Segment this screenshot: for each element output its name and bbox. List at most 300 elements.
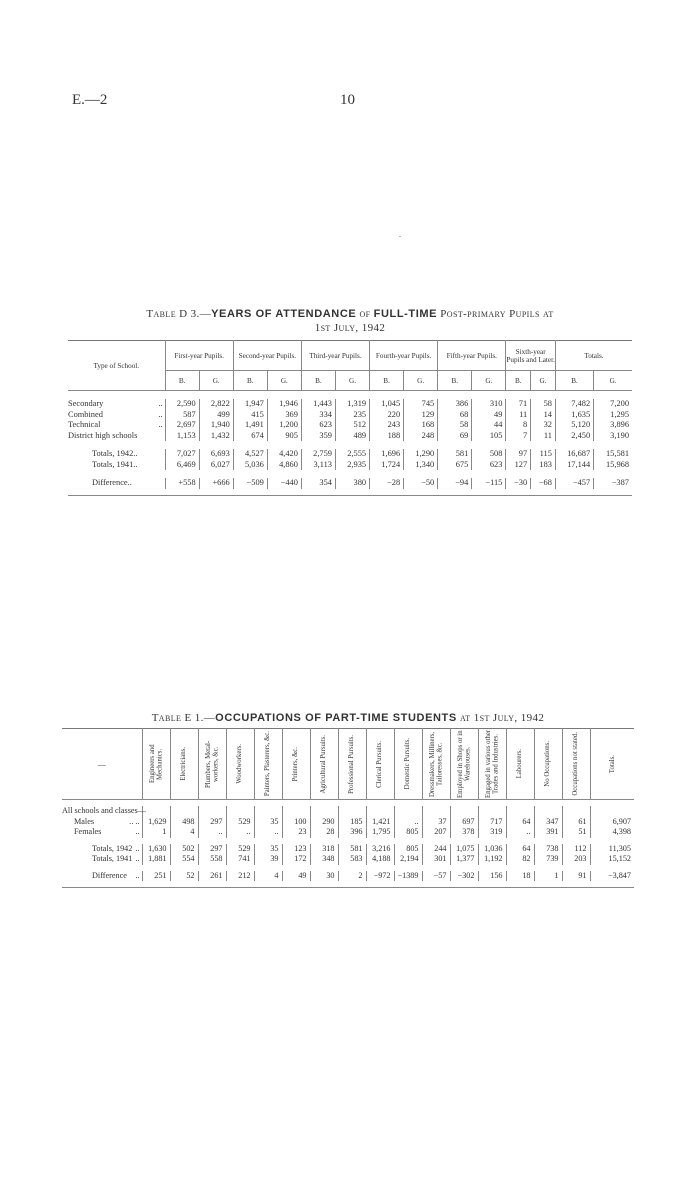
table-cell: −302 [450, 871, 478, 882]
column-header-text: Domestic Pursuits. [404, 738, 412, 790]
column-header [590, 729, 634, 800]
table-d3-title-prefix: Table D 3.— [146, 308, 212, 320]
column-header [450, 729, 478, 800]
table-cell: 697 [450, 817, 478, 828]
table-cell: 498 [170, 817, 198, 828]
row-label-text: Males [74, 816, 95, 826]
row-label [68, 478, 165, 489]
table-cell: 739 [534, 854, 562, 865]
column-header-text: Plumbers, Metal-workers, &c. [204, 740, 219, 788]
page-number: 10 [340, 92, 355, 108]
table-cell: 7,027 [165, 449, 199, 460]
table-cell: 354 [301, 478, 335, 489]
table-cell: 58 [438, 420, 472, 431]
column-header [478, 729, 506, 800]
table-cell: −457 [555, 478, 593, 489]
table-cell: 23 [282, 827, 310, 838]
table-cell: 318 [310, 844, 338, 855]
table-cell: 112 [562, 844, 590, 855]
table-cell: −30 [506, 478, 531, 489]
table-cell: 6,027 [199, 460, 233, 471]
table-cell: 207 [422, 827, 450, 838]
spacer-row [68, 441, 632, 449]
table-cell: −972 [366, 871, 394, 882]
table-cell: 203 [562, 854, 590, 865]
table-cell: 489 [335, 431, 369, 442]
group-header: Fourth-year Pupils. [370, 341, 438, 371]
column-header-text: Totals. [608, 754, 616, 774]
table-cell: 220 [370, 410, 404, 421]
table-cell: 4,860 [267, 460, 301, 471]
row-label-text: Totals, 1942.. [92, 449, 138, 458]
group-header: Fifth-year Pupils. [438, 341, 506, 371]
table-cell: 16,687 [555, 449, 593, 460]
table-cell: 502 [170, 844, 198, 855]
corner-header: — [62, 729, 142, 800]
sub-header-b: B. [555, 371, 593, 391]
table-cell: 301 [422, 854, 450, 865]
table-cell: 1,635 [555, 410, 593, 421]
table-cell: 558 [198, 854, 226, 865]
table-cell: 4,527 [233, 449, 267, 460]
table-cell: 380 [335, 478, 369, 489]
table-cell: .. [198, 827, 226, 838]
table-cell: 58 [531, 399, 556, 410]
table-cell: +558 [165, 478, 199, 489]
table-cell: 35 [254, 844, 282, 855]
table-cell: 1,940 [199, 420, 233, 431]
table-cell: 1,630 [142, 844, 170, 855]
table-cell: 82 [506, 854, 534, 865]
table-cell: .. [506, 827, 534, 838]
table-cell: 3,216 [366, 844, 394, 855]
table-cell: 15,968 [594, 460, 632, 471]
group-header: Sixth-year Pupils and Later. [506, 341, 556, 371]
table-d3-title-rest: Post-primary Pupils at [440, 308, 554, 320]
column-header-text: Occupations not stated. [572, 732, 580, 796]
table-cell: 581 [438, 449, 472, 460]
table-cell: 396 [338, 827, 366, 838]
table-row [68, 478, 632, 489]
sub-header-g: G. [404, 371, 438, 391]
section-label [62, 806, 146, 817]
row-label [68, 420, 165, 431]
page-header-code: E.—2 [72, 92, 108, 108]
table-cell: −115 [472, 478, 506, 489]
table-cell: 369 [267, 410, 301, 421]
table-cell: 290 [310, 817, 338, 828]
sub-header-g: G. [531, 371, 556, 391]
table-cell: 1,377 [450, 854, 478, 865]
row-label-text: Totals, 1942 [92, 843, 133, 853]
table-cell: −28 [370, 478, 404, 489]
column-header-text: No Occupations. [544, 741, 552, 787]
table-cell: 2,194 [394, 854, 422, 865]
table-e1-title-bold: OCCUPATIONS OF PART-TIME STUDENTS [215, 712, 457, 724]
table-cell: 319 [478, 827, 506, 838]
table-cell: 8 [506, 420, 531, 431]
table-d3-title-bold: YEARS OF ATTENDANCE [211, 308, 357, 320]
table-cell: 7,482 [555, 399, 593, 410]
table-cell: 1,200 [267, 420, 301, 431]
column-header-text: Professional Pursuits. [348, 734, 356, 794]
column-header [310, 729, 338, 800]
column-header [170, 729, 198, 800]
table-cell: 129 [404, 410, 438, 421]
column-header-text: Clerical Pursuits. [376, 740, 384, 788]
table-cell: 18 [506, 871, 534, 882]
table-cell: 1,629 [142, 817, 170, 828]
table-cell: 28 [310, 827, 338, 838]
sub-header-b: B. [506, 371, 531, 391]
leader-dots: .. [158, 420, 163, 429]
sub-header-b: B. [233, 371, 267, 391]
leader-dots: .. [158, 399, 163, 408]
column-header [338, 729, 366, 800]
row-label-text: Combined [68, 409, 103, 419]
column-header [394, 729, 422, 800]
table-cell: 1,421 [366, 817, 394, 828]
sub-header-g: G. [472, 371, 506, 391]
table-cell: −94 [438, 478, 472, 489]
table-cell: 1,290 [404, 449, 438, 460]
table-cell: 44 [472, 420, 506, 431]
table-row [68, 449, 632, 460]
group-header: Totals. [555, 341, 632, 371]
column-header-text: Printers, &c. [292, 746, 300, 782]
table-cell: −440 [267, 478, 301, 489]
table-cell: 168 [404, 420, 438, 431]
table-cell: 310 [472, 399, 506, 410]
table-cell: 15,581 [594, 449, 632, 460]
table-cell: 583 [338, 854, 366, 865]
table-cell: 674 [233, 431, 267, 442]
table-cell: 14 [531, 410, 556, 421]
table-cell: 2,697 [165, 420, 199, 431]
table-cell: 1,036 [478, 844, 506, 855]
table-cell: 5,036 [233, 460, 267, 471]
table-cell: 2,590 [165, 399, 199, 410]
table-cell: 156 [478, 871, 506, 882]
table-cell: 805 [394, 827, 422, 838]
table-cell: 378 [450, 827, 478, 838]
sub-header-b: B. [438, 371, 472, 391]
table-cell: 297 [198, 817, 226, 828]
table-cell: 2,759 [301, 449, 335, 460]
sub-header-b: B. [165, 371, 199, 391]
column-header [198, 729, 226, 800]
table-cell: −387 [594, 478, 632, 489]
type-of-school-header: Type of School. [68, 341, 165, 391]
column-header-text: Electricians. [180, 747, 188, 781]
table-cell: 1,491 [233, 420, 267, 431]
table-cell: 2,450 [555, 431, 593, 442]
table-cell: 717 [478, 817, 506, 828]
row-label [62, 854, 142, 865]
column-header-text: Engaged in various other Trades and Industries. [484, 729, 499, 799]
table-row [68, 410, 632, 421]
table-d3-title-of: of [359, 308, 371, 320]
table-e1-title [62, 711, 634, 725]
table-cell: 386 [438, 399, 472, 410]
table-cell: 2,822 [199, 399, 233, 410]
table-cell: 2 [338, 871, 366, 882]
column-header-text: Engineers and Mechanics. [148, 744, 163, 784]
table-cell: 11 [506, 410, 531, 421]
column-header-text: Woodworkers. [236, 744, 244, 784]
table-cell: 1,724 [370, 460, 404, 471]
table-cell: 4 [170, 827, 198, 838]
column-header-text: Employed in Shops or in Warehouses. [456, 730, 471, 798]
table-cell: 1 [534, 871, 562, 882]
column-header-text: Labourers. [516, 749, 524, 779]
table-cell: 1,947 [233, 399, 267, 410]
table-cell: 581 [338, 844, 366, 855]
group-header: Second-year Pupils. [233, 341, 301, 371]
leader-dots: .. [158, 409, 163, 419]
table-cell: 1,192 [478, 854, 506, 865]
table-cell: 587 [165, 410, 199, 421]
table-cell: 35 [254, 817, 282, 828]
table-row [68, 460, 632, 471]
table-cell: 2,555 [335, 449, 369, 460]
table-row [62, 871, 634, 882]
table-cell: 1,696 [370, 449, 404, 460]
table-e1 [62, 728, 634, 888]
table-cell: 529 [226, 844, 254, 855]
table-cell: 805 [394, 844, 422, 855]
table-cell: 1,153 [165, 431, 199, 442]
table-cell: −68 [531, 478, 556, 489]
table-cell: 1 [142, 827, 170, 838]
table-cell: 554 [170, 854, 198, 865]
table-cell: 623 [301, 420, 335, 431]
table-cell: 529 [226, 817, 254, 828]
leader-dots: .. [135, 827, 140, 836]
table-cell: 348 [310, 854, 338, 865]
table-cell: 1,432 [199, 431, 233, 442]
table-cell: 2,935 [335, 460, 369, 471]
table-e1-title-prefix: Table E 1.— [151, 712, 216, 724]
column-header [534, 729, 562, 800]
table-cell: 248 [404, 431, 438, 442]
table-d3 [68, 340, 632, 496]
table-cell: 15,152 [590, 854, 634, 865]
row-label-text: Technical [68, 420, 101, 429]
table-row [68, 420, 632, 431]
table-cell: 6,693 [199, 449, 233, 460]
table-cell: 3,113 [301, 460, 335, 471]
sub-header-b: B. [301, 371, 335, 391]
table-cell: 17,144 [555, 460, 593, 471]
table-cell: 905 [267, 431, 301, 442]
row-label [68, 431, 165, 442]
table-cell: 51 [562, 827, 590, 838]
row-label [62, 871, 142, 882]
column-header-text: Painters, Plasterers, &c. [264, 731, 272, 797]
table-cell: 6,907 [590, 817, 634, 828]
table-cell: 7 [506, 431, 531, 442]
table-cell: 11,305 [590, 844, 634, 855]
column-header-text: Agricultural Pursuits. [320, 734, 328, 794]
row-label-text: Difference [92, 870, 127, 880]
table-cell: 49 [472, 410, 506, 421]
column-header [366, 729, 394, 800]
sub-header-g: G. [267, 371, 301, 391]
table-cell: −1389 [394, 871, 422, 882]
table-cell: .. [394, 817, 422, 828]
table-cell: 415 [233, 410, 267, 421]
row-label-text: District high schools [68, 430, 138, 440]
table-cell: 91 [562, 871, 590, 882]
section-label-text: All schools and classes— [62, 806, 146, 815]
table-cell: 251 [142, 871, 170, 882]
table-cell: 4,420 [267, 449, 301, 460]
table-cell: 1,295 [594, 410, 632, 421]
table-cell: 1,075 [450, 844, 478, 855]
table-cell: 244 [422, 844, 450, 855]
table-row [62, 827, 634, 838]
section-row [62, 806, 634, 817]
table-cell: 3,896 [594, 420, 632, 431]
row-label [68, 449, 165, 460]
column-header [142, 729, 170, 800]
table-cell: 183 [531, 460, 556, 471]
table-cell: 64 [506, 844, 534, 855]
table-cell: 68 [438, 410, 472, 421]
row-label [62, 817, 142, 828]
table-cell: −509 [233, 478, 267, 489]
table-cell: 1,319 [335, 399, 369, 410]
table-cell: 623 [472, 460, 506, 471]
table-cell: 1,881 [142, 854, 170, 865]
table-cell: 5,120 [555, 420, 593, 431]
table-e1-title-rest: at 1st July, 1942 [459, 712, 545, 724]
row-label [68, 399, 165, 410]
table-cell: 172 [282, 854, 310, 865]
table-row [68, 431, 632, 442]
leader-dots: .. .. [129, 816, 140, 826]
table-cell: 30 [310, 871, 338, 882]
table-cell: 508 [472, 449, 506, 460]
table-cell: 4,398 [590, 827, 634, 838]
table-row [62, 817, 634, 828]
spacer-row [68, 391, 632, 400]
leader-dots: .. [135, 870, 140, 880]
table-cell: 1,045 [370, 399, 404, 410]
sub-header-b: B. [370, 371, 404, 391]
group-header: Third-year Pupils. [301, 341, 369, 371]
table-cell: 39 [254, 854, 282, 865]
table-cell: 4,188 [366, 854, 394, 865]
table-cell: 1,795 [366, 827, 394, 838]
table-cell: 297 [198, 844, 226, 855]
table-cell: 7,200 [594, 399, 632, 410]
leader-dots: .. [135, 843, 140, 853]
table-cell: .. [226, 827, 254, 838]
speck [399, 236, 401, 237]
column-header [226, 729, 254, 800]
table-cell: .. [254, 827, 282, 838]
table-cell: 741 [226, 854, 254, 865]
row-label [68, 410, 165, 421]
table-cell: 1,443 [301, 399, 335, 410]
table-cell: 1,946 [267, 399, 301, 410]
spacer-row [68, 470, 632, 478]
column-header [422, 729, 450, 800]
table-cell: 100 [282, 817, 310, 828]
row-label-text: Secondary [68, 399, 104, 408]
table-cell: 97 [506, 449, 531, 460]
column-header [562, 729, 590, 800]
table-cell: 235 [335, 410, 369, 421]
table-row [62, 854, 634, 865]
column-header-text: Dressmakers, Milliners, Tailoresses, &c. [428, 731, 443, 797]
table-cell: 391 [534, 827, 562, 838]
sub-header-g: G. [594, 371, 632, 391]
table-cell: 188 [370, 431, 404, 442]
table-cell: 127 [506, 460, 531, 471]
table-row [68, 399, 632, 410]
leader-dots: .. [135, 854, 140, 863]
row-label [62, 844, 142, 855]
table-cell: 243 [370, 420, 404, 431]
column-header [254, 729, 282, 800]
table-cell: 185 [338, 817, 366, 828]
table-cell: 61 [562, 817, 590, 828]
sub-header-g: G. [335, 371, 369, 391]
row-label [68, 460, 165, 471]
table-cell: 359 [301, 431, 335, 442]
table-cell: −57 [422, 871, 450, 882]
table-cell: 4 [254, 871, 282, 882]
table-cell: 37 [422, 817, 450, 828]
table-cell: 6,469 [165, 460, 199, 471]
table-cell: 3,190 [594, 431, 632, 442]
table-d3-title-line2: 1st July, 1942 [314, 322, 386, 334]
table-cell: 71 [506, 399, 531, 410]
column-header [506, 729, 534, 800]
table-cell: 1,340 [404, 460, 438, 471]
table-row [62, 844, 634, 855]
table-cell: 675 [438, 460, 472, 471]
table-cell: 347 [534, 817, 562, 828]
table-cell: 334 [301, 410, 335, 421]
table-d3-title-bold2: FULL-TIME [373, 308, 438, 320]
table-cell: 745 [404, 399, 438, 410]
table-cell: 49 [282, 871, 310, 882]
table-cell: 123 [282, 844, 310, 855]
sub-header-g: G. [199, 371, 233, 391]
table-cell: 64 [506, 817, 534, 828]
table-cell: 499 [199, 410, 233, 421]
table-cell: 738 [534, 844, 562, 855]
table-cell: 69 [438, 431, 472, 442]
row-label [62, 827, 142, 838]
table-cell: 52 [170, 871, 198, 882]
row-label-text: Females [74, 827, 102, 836]
table-cell: 105 [472, 431, 506, 442]
table-cell: −3,847 [590, 871, 634, 882]
row-label-text: Totals, 1941.. [92, 459, 138, 469]
table-d3-title [68, 307, 632, 335]
table-cell: −50 [404, 478, 438, 489]
table-cell: 115 [531, 449, 556, 460]
table-cell: 212 [226, 871, 254, 882]
table-cell: 11 [531, 431, 556, 442]
table-cell: 512 [335, 420, 369, 431]
row-label-text: Totals, 1941 [92, 854, 133, 863]
